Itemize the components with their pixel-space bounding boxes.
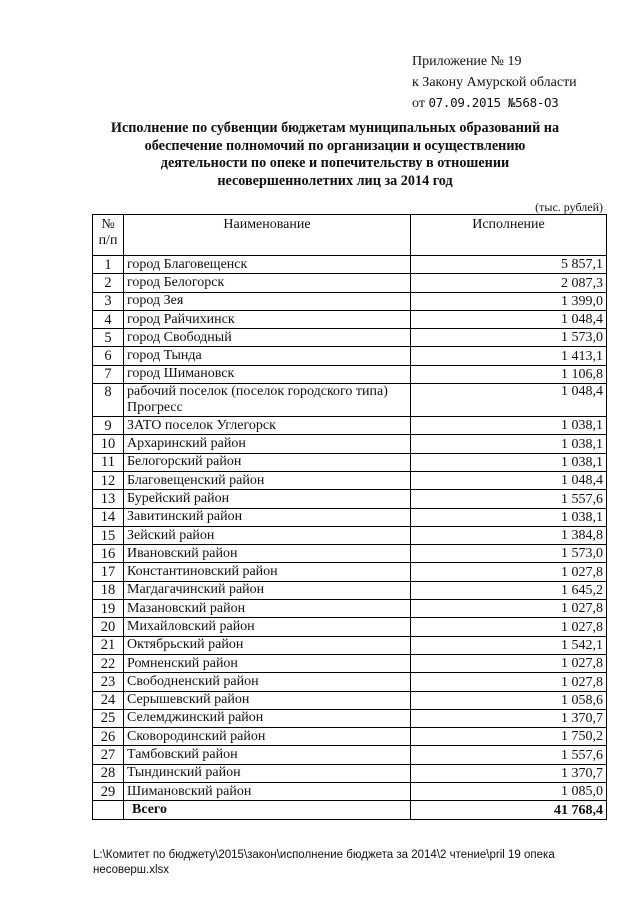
- table-row: [93, 581, 607, 599]
- table-row: [93, 691, 607, 709]
- row-value: 1 027,8: [411, 673, 607, 691]
- row-name: Сковородинский район: [124, 728, 411, 746]
- row-number: 15: [93, 526, 124, 544]
- table-body: [93, 256, 607, 820]
- row-value: 1 557,6: [411, 746, 607, 764]
- row-name: Серышевский район: [124, 691, 411, 709]
- table-row: [93, 618, 607, 636]
- row-value: 1 027,8: [411, 600, 607, 618]
- row-value: 1 027,8: [411, 654, 607, 672]
- header-number-abbr: п/п: [98, 233, 118, 248]
- row-name: Завитинский район: [124, 508, 411, 526]
- row-number: 28: [93, 764, 124, 782]
- row-name: город Тында: [124, 347, 411, 365]
- row-number: 11: [93, 453, 124, 471]
- row-number: 8: [93, 384, 124, 417]
- appendix-law: к Закону Амурской области: [412, 74, 577, 90]
- row-value: 1 370,7: [411, 709, 607, 727]
- row-name: город Белогорск: [124, 274, 411, 292]
- row-name: город Благовещенск: [124, 256, 411, 274]
- table-row: [93, 347, 607, 365]
- title-line-4: несовершеннолетних лиц за 2014 год: [217, 172, 453, 189]
- row-name: Архаринский район: [124, 435, 411, 453]
- row-value: 5 857,1: [411, 256, 607, 274]
- row-name: город Свободный: [124, 329, 411, 347]
- table-row: [93, 471, 607, 489]
- header-name: Наименование: [124, 215, 411, 256]
- table-row: [93, 310, 607, 328]
- row-value: 1 557,6: [411, 490, 607, 508]
- row-value: 1 399,0: [411, 292, 607, 310]
- row-value: 1 048,4: [411, 384, 607, 417]
- total-row: [93, 801, 607, 819]
- row-name: рабочий поселок (поселок городского типа) Прогресс: [124, 384, 411, 417]
- appendix-date-prefix: от: [412, 96, 425, 111]
- row-number: 27: [93, 746, 124, 764]
- row-number: 26: [93, 728, 124, 746]
- table-row: [93, 384, 607, 417]
- table-row: [93, 654, 607, 672]
- row-number: 29: [93, 783, 124, 801]
- row-name: Шимановский район: [124, 783, 411, 801]
- row-number: 16: [93, 545, 124, 563]
- header-value: Исполнение: [411, 215, 607, 256]
- row-value: 1 038,1: [411, 508, 607, 526]
- row-name: Октябрьский район: [124, 636, 411, 654]
- units-label: (тыс. рублей): [535, 200, 603, 214]
- row-number: 19: [93, 600, 124, 618]
- row-value: 1 027,8: [411, 618, 607, 636]
- row-number: 25: [93, 709, 124, 727]
- row-name: Бурейский район: [124, 490, 411, 508]
- row-name: Тындинский район: [124, 764, 411, 782]
- table-row: [93, 746, 607, 764]
- row-value: 1 038,1: [411, 453, 607, 471]
- table-row: [93, 600, 607, 618]
- total-value: 41 768,4: [411, 801, 607, 819]
- row-number: 14: [93, 508, 124, 526]
- row-value: 1 038,1: [411, 435, 607, 453]
- row-name: город Райчихинск: [124, 310, 411, 328]
- row-number: 23: [93, 673, 124, 691]
- table-row: [93, 490, 607, 508]
- table-row: [93, 545, 607, 563]
- row-value: 1 384,8: [411, 526, 607, 544]
- subvention-table: [92, 214, 607, 820]
- row-value: 1 058,6: [411, 691, 607, 709]
- row-number: 2: [93, 274, 124, 292]
- row-name: Мазановский район: [124, 600, 411, 618]
- row-name: ЗАТО поселок Углегорск: [124, 417, 411, 435]
- row-value: 1 542,1: [411, 636, 607, 654]
- row-number: 5: [93, 329, 124, 347]
- row-name: город Зея: [124, 292, 411, 310]
- appendix-date: 07.09.2015 №568-ОЗ: [428, 95, 559, 110]
- row-value: 1 048,4: [411, 471, 607, 489]
- row-value: 1 573,0: [411, 545, 607, 563]
- table-row: [93, 709, 607, 727]
- header-number-symbol: №: [101, 217, 115, 232]
- row-number: 6: [93, 347, 124, 365]
- footer-line-1: L:\Комитет по бюджету\2015\закон\исполнение бюджета за 2014\2 чтение\pril 19 опека: [93, 849, 555, 861]
- row-value: 1 027,8: [411, 563, 607, 581]
- document-title: [100, 120, 570, 190]
- row-number: 20: [93, 618, 124, 636]
- appendix-date-line: [412, 93, 577, 115]
- row-number: 13: [93, 490, 124, 508]
- total-label: Всего: [124, 801, 411, 819]
- header-number: [93, 215, 124, 256]
- table-row: [93, 526, 607, 544]
- row-name: Свободненский район: [124, 673, 411, 691]
- file-path-footer: [93, 848, 593, 878]
- row-number: 7: [93, 365, 124, 383]
- row-number: 1: [93, 256, 124, 274]
- row-value: 1 048,4: [411, 310, 607, 328]
- row-value: 1 038,1: [411, 417, 607, 435]
- row-value: 1 085,0: [411, 783, 607, 801]
- row-value: 1 645,2: [411, 581, 607, 599]
- row-value: 1 106,8: [411, 365, 607, 383]
- appendix-number: Приложение № 19: [412, 54, 522, 69]
- table-row: [93, 783, 607, 801]
- table-row: [93, 728, 607, 746]
- row-number: 21: [93, 636, 124, 654]
- row-number: 12: [93, 471, 124, 489]
- table-row: [93, 563, 607, 581]
- table-row: [93, 673, 607, 691]
- row-name: Ивановский район: [124, 545, 411, 563]
- table-row: [93, 365, 607, 383]
- footer-line-2: несоверш.xlsx: [93, 864, 170, 876]
- row-number: 22: [93, 654, 124, 672]
- table-row: [93, 417, 607, 435]
- table-row: [93, 256, 607, 274]
- table-header-row: [93, 215, 607, 256]
- row-value: 1 750,2: [411, 728, 607, 746]
- row-number: 24: [93, 691, 124, 709]
- row-number: 3: [93, 292, 124, 310]
- row-name: Ромненский район: [124, 654, 411, 672]
- row-name: Зейский район: [124, 526, 411, 544]
- row-value: 2 087,3: [411, 274, 607, 292]
- row-name: Белогорский район: [124, 453, 411, 471]
- row-value: 1 370,7: [411, 764, 607, 782]
- row-number: 18: [93, 581, 124, 599]
- row-name: Тамбовский район: [124, 746, 411, 764]
- row-value: 1 573,0: [411, 329, 607, 347]
- row-name: Константиновский район: [124, 563, 411, 581]
- row-name: Михайловский район: [124, 618, 411, 636]
- title-line-1: Исполнение по субвенции бюджетам муниципальных образований на: [110, 120, 560, 136]
- row-number: 9: [93, 417, 124, 435]
- table-row: [93, 453, 607, 471]
- row-name: город Шимановск: [124, 365, 411, 383]
- table-row: [93, 636, 607, 654]
- appendix-block: [412, 52, 577, 115]
- title-line-3: деятельности по опеке и попечительству в отношении: [160, 155, 510, 171]
- total-number-cell: [93, 801, 124, 819]
- row-name: Магдагачинский район: [124, 581, 411, 599]
- title-line-2: обеспечение полномочий по организации и осуществлению: [144, 137, 526, 154]
- row-name: Селемджинский район: [124, 709, 411, 727]
- table-row: [93, 435, 607, 453]
- table-row: [93, 274, 607, 292]
- row-number: 17: [93, 563, 124, 581]
- table-row: [93, 764, 607, 782]
- table-row: [93, 329, 607, 347]
- table-row: [93, 508, 607, 526]
- row-name: Благовещенский район: [124, 471, 411, 489]
- table-row: [93, 292, 607, 310]
- row-value: 1 413,1: [411, 347, 607, 365]
- row-number: 10: [93, 435, 124, 453]
- row-number: 4: [93, 310, 124, 328]
